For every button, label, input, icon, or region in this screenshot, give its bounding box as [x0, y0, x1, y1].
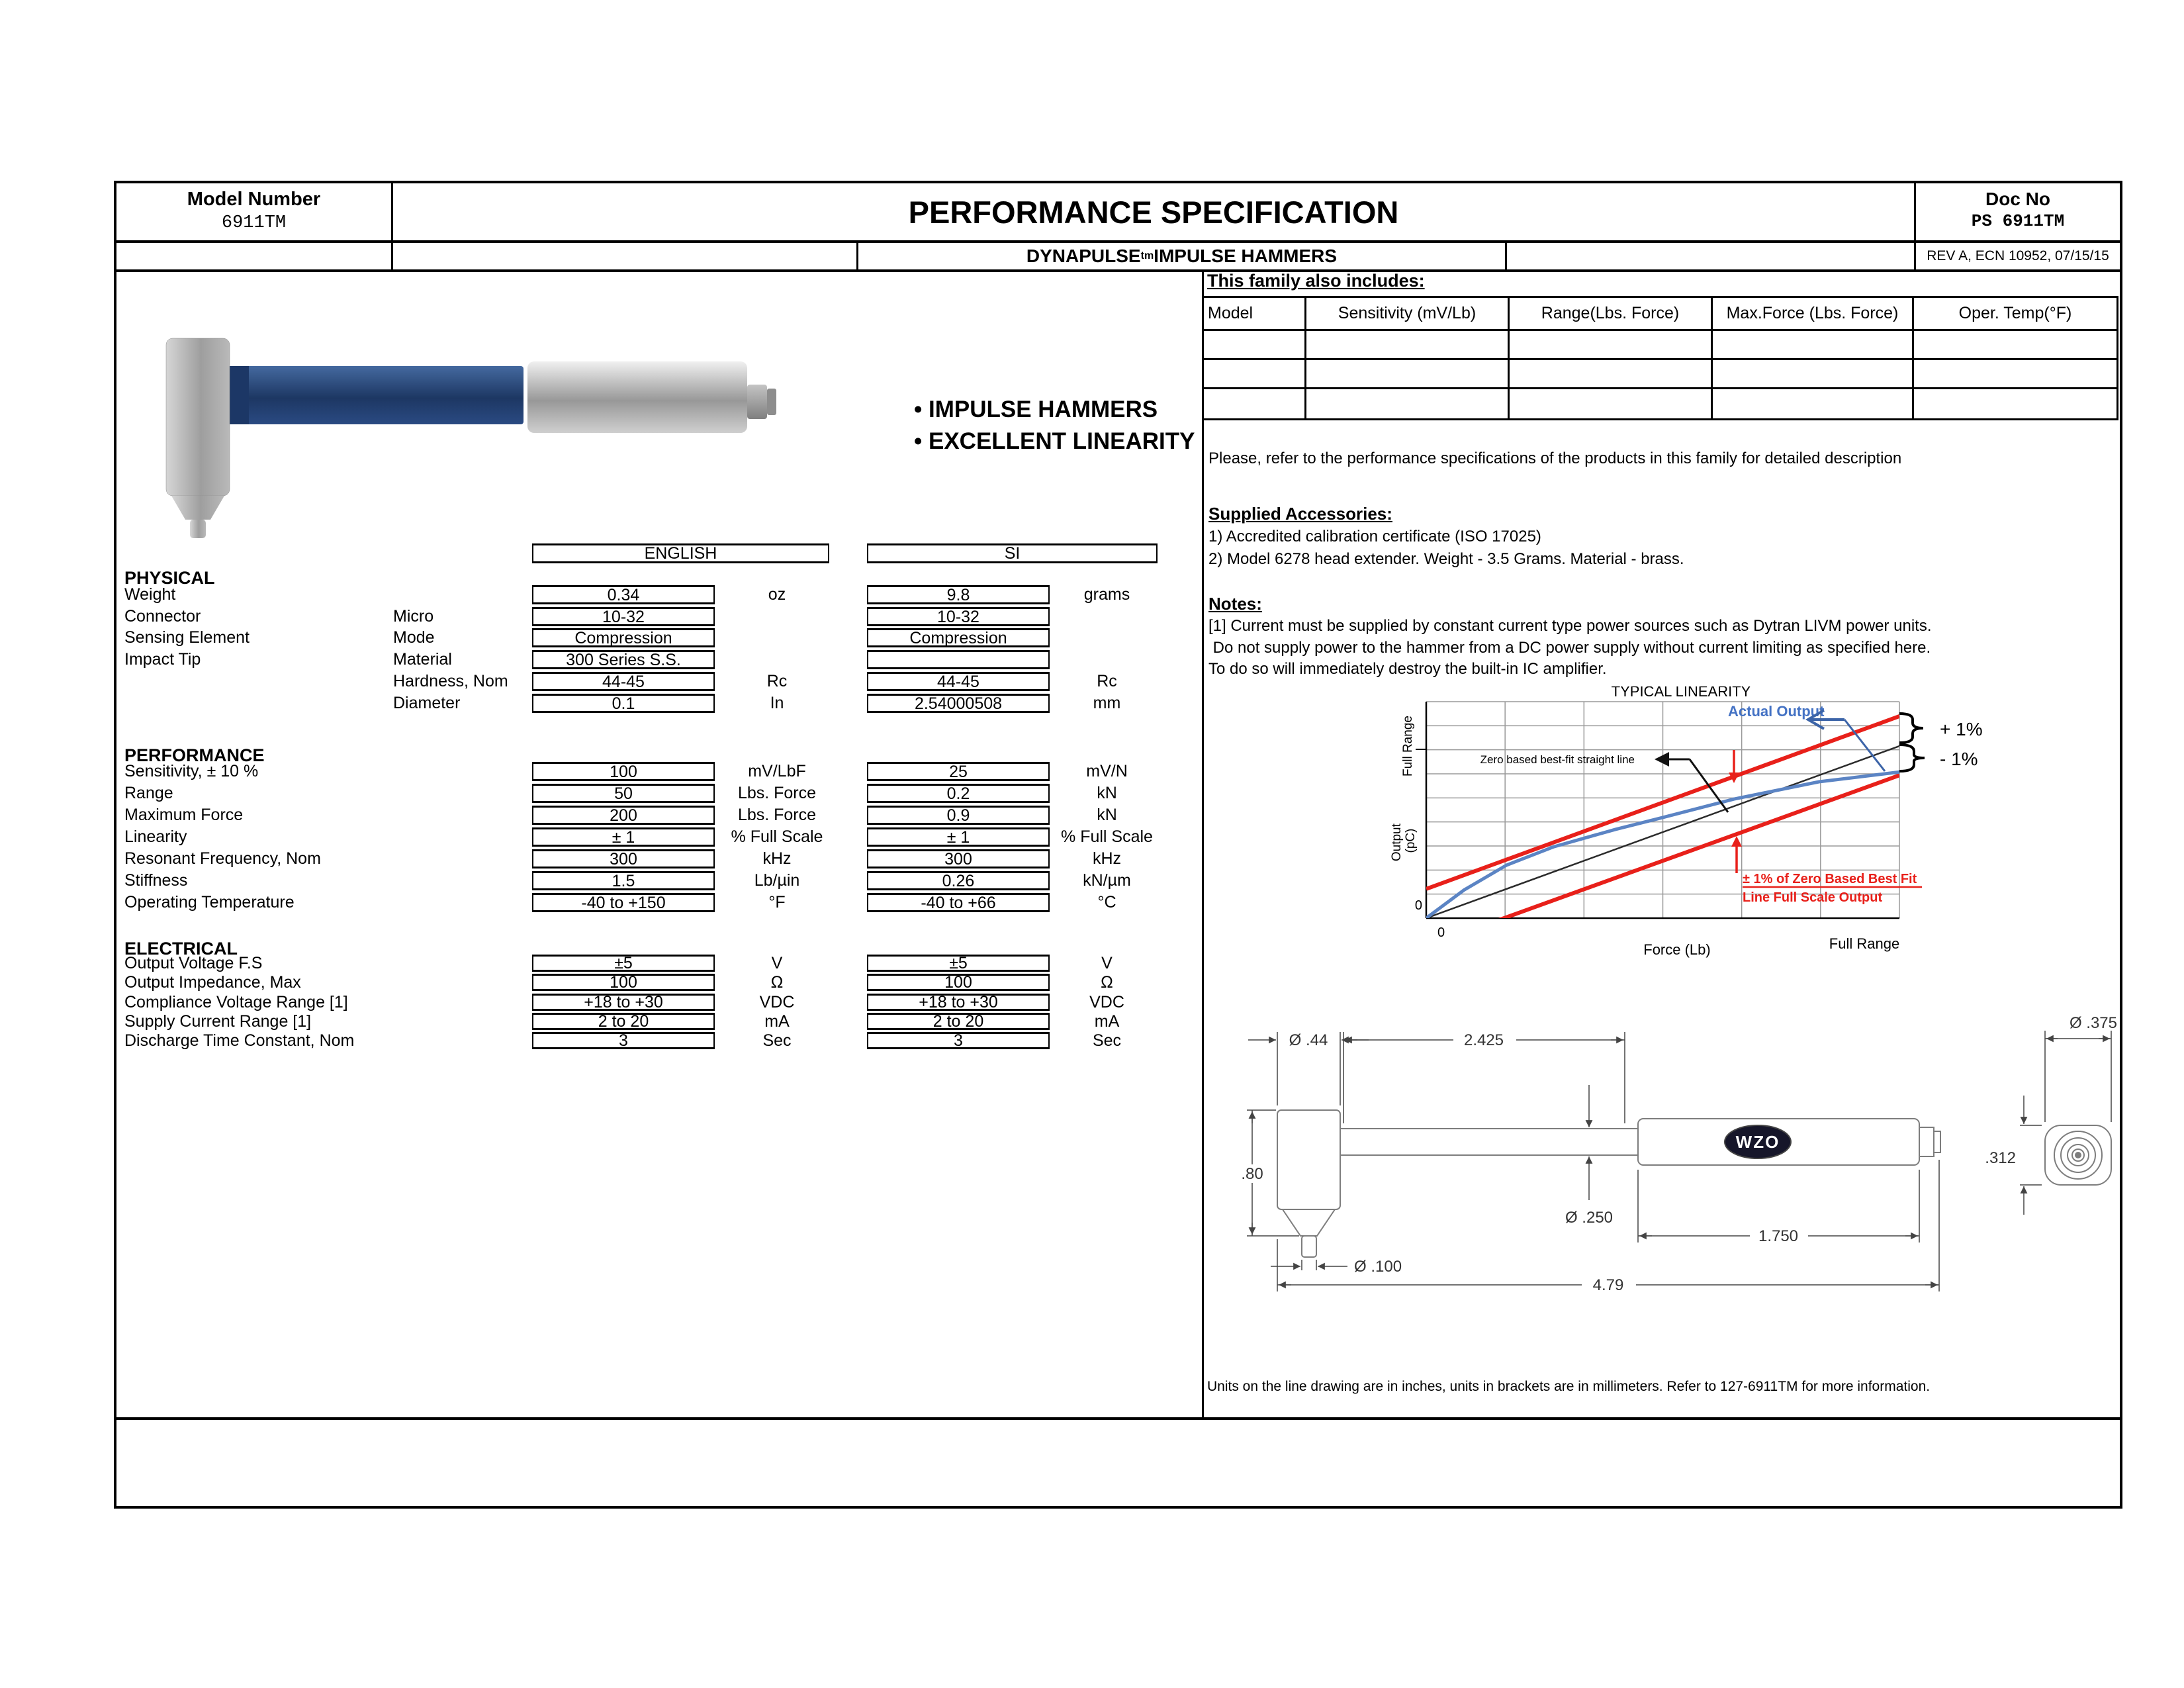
header-row2-spacer-1	[116, 243, 393, 269]
spec-unit-si: kHz	[1092, 849, 1122, 868]
spec-unit-si	[1052, 607, 1161, 626]
spec-value-english: +18 to +30	[532, 994, 715, 1011]
spec-sheet	[114, 181, 2122, 1509]
family-row-cell	[1914, 331, 2116, 360]
spec-unit-english: Lbs. Force	[737, 806, 817, 824]
chart-y-tick-fullrange: Full Range	[1401, 716, 1415, 776]
spec-unit-english: mA	[764, 1012, 790, 1031]
spec-unit-si: grams	[1083, 585, 1130, 604]
spec-row-sublabel: Material	[393, 650, 452, 669]
header-row-1	[116, 183, 2120, 243]
annotation-actual-output: Actual Output	[1728, 703, 1825, 720]
spec-unit-si: Ω	[1101, 973, 1113, 992]
dim-handle-length: 2.425	[1463, 1031, 1504, 1049]
hammer-shaft	[212, 366, 523, 424]
drawing-connector	[1919, 1127, 1934, 1156]
family-row-cell	[1713, 331, 1914, 360]
spec-unit-english: mV/LbF	[748, 762, 806, 780]
dim-head-height: .80	[1241, 1165, 1263, 1183]
spec-unit-si: mm	[1093, 694, 1121, 712]
accessory-item-2: 2) Model 6278 head extender. Weight - 3.5 Grams. Material - brass.	[1208, 550, 1684, 568]
spec-unit-english: % Full Scale	[731, 827, 823, 846]
spec-row-label: Supply Current Range [1]	[124, 1012, 312, 1031]
hammer-connector-tip	[767, 389, 776, 415]
footer-divider	[116, 1417, 2120, 1420]
annotation-plus-1pct: + 1%	[1940, 719, 1983, 739]
family-row-cell	[1306, 389, 1510, 418]
revision-text: REV A, ECN 10952, 07/15/15	[1927, 248, 2109, 263]
section-title-physical: PHYSICAL	[124, 568, 215, 588]
spec-unit-si: mV/N	[1086, 762, 1128, 780]
dim-connector-diameter: Ø .375	[2069, 1014, 2117, 1032]
spec-value-si: 0.26	[867, 871, 1050, 890]
spec-unit-english: kHz	[762, 849, 792, 868]
section-title-performance: PERFORMANCE	[124, 745, 265, 765]
spec-unit-english	[717, 607, 837, 626]
spec-unit-si: Sec	[1092, 1031, 1122, 1050]
family-row-cell	[1713, 389, 1914, 418]
band-up-arrow-icon	[1731, 836, 1742, 847]
spec-unit-si: kN	[1097, 784, 1117, 802]
hammer-head	[166, 338, 230, 496]
spec-value-si: ± 1	[867, 827, 1050, 847]
product-photo-impulse-hammer	[150, 324, 785, 542]
spec-row-sublabel	[393, 893, 529, 912]
column-header-si: SI	[867, 543, 1158, 563]
spec-row-label: Connector	[124, 607, 201, 626]
hammer-shaft-collar	[229, 366, 249, 424]
spec-row-label: Stiffness	[124, 871, 188, 890]
doc-no-cell	[1914, 183, 2120, 240]
spec-value-english: Compression	[532, 628, 715, 647]
spec-value-si: 3	[867, 1032, 1050, 1049]
spec-value-si: -40 to +66	[867, 893, 1050, 912]
feature-bullet-1: • IMPULSE HAMMERS	[914, 394, 1195, 426]
spec-value-english: -40 to +150	[532, 893, 715, 912]
typical-linearity-chart	[1295, 686, 2118, 971]
column-header-english: ENGLISH	[532, 543, 829, 563]
brand-logo-text: WZO	[1735, 1132, 1780, 1152]
spec-value-english: ± 1	[532, 827, 715, 847]
drawing-handle	[1340, 1129, 1638, 1155]
family-row-cell	[1306, 331, 1510, 360]
dim-body-length: 1.750	[1758, 1227, 1799, 1245]
spec-value-si: 10-32	[867, 607, 1050, 626]
spec-unit-english	[717, 650, 837, 669]
spec-value-si: 300	[867, 849, 1050, 868]
chart-y-label: Output (pC)	[1390, 823, 1418, 862]
annotation-best-fit: Zero based best-fit straight line	[1480, 753, 1635, 766]
spec-row-label: Output Impedance, Max	[124, 973, 301, 992]
spec-row-sublabel	[393, 871, 529, 890]
spec-value-english: 44-45	[532, 672, 715, 691]
family-row-cell	[1204, 389, 1306, 418]
chart-x-tick-fullrange: Full Range	[1829, 935, 1900, 952]
model-number-label: Model Number	[187, 189, 321, 210]
spec-unit-english	[717, 628, 837, 647]
note-line-2: Do not supply power to the hammer from a DC power supply without current limiting as specified here.	[1208, 639, 1931, 657]
spec-unit-english: VDC	[759, 993, 795, 1011]
spec-value-english: 0.1	[532, 694, 715, 713]
spec-row-sublabel	[393, 994, 529, 1011]
units-note: Units on the line drawing are in inches, units in brackets are in millimeters. Refer to 127-6911TM for more information.	[1207, 1379, 1931, 1394]
model-number-cell	[116, 183, 393, 240]
drawing-shapes	[1277, 1110, 2111, 1257]
annotation-band-line2: Line Full Scale Output	[1743, 890, 1883, 905]
spec-value-si: 9.8	[867, 585, 1050, 604]
dim-handle-diameter: Ø .250	[1565, 1209, 1614, 1227]
spec-row-label: Operating Temperature	[124, 893, 295, 912]
doc-no-value: PS 6911TM	[1971, 211, 2065, 231]
spec-value-si: 0.2	[867, 784, 1050, 803]
header-row2-spacer-3	[1507, 243, 1916, 269]
family-col-model: Model	[1204, 298, 1306, 331]
spec-unit-si: kN	[1097, 806, 1117, 824]
family-row-cell	[1204, 360, 1306, 389]
family-row-cell	[1510, 331, 1713, 360]
spec-value-si: +18 to +30	[867, 994, 1050, 1011]
spec-row-sublabel	[393, 762, 529, 781]
family-row-cell	[1914, 360, 2116, 389]
spec-row-label: Compliance Voltage Range [1]	[124, 993, 348, 1011]
accessories-heading: Supplied Accessories:	[1208, 504, 1392, 524]
chart-title: TYPICAL LINEARITY	[1611, 686, 1751, 700]
minus-brace-icon	[1899, 745, 1925, 771]
drawing-connector-tip	[1934, 1131, 1940, 1152]
spec-row-label: Sensing Element	[124, 628, 250, 647]
hammer-impact-tip	[190, 520, 206, 538]
spec-unit-english: Lb/µin	[754, 871, 800, 890]
spec-value-si: 2.54000508	[867, 694, 1050, 713]
spec-row-label: Impact Tip	[124, 650, 201, 669]
family-row-cell	[1510, 389, 1713, 418]
family-heading: This family also includes:	[1207, 271, 1425, 291]
spec-row-sublabel	[393, 585, 529, 604]
subtitle	[858, 243, 1507, 269]
spec-value-si: 0.9	[867, 806, 1050, 825]
spec-unit-si	[1052, 650, 1161, 669]
plus-brace-icon	[1899, 714, 1923, 743]
spec-value-si: Compression	[867, 628, 1050, 647]
spec-unit-si: VDC	[1089, 993, 1124, 1011]
feature-bullets	[914, 394, 1195, 457]
dim-overall-length: 4.79	[1592, 1276, 1624, 1294]
hammer-body	[527, 361, 747, 433]
dim-end-view-height: .312	[1985, 1149, 2016, 1167]
spec-row-sublabel	[393, 974, 529, 991]
spec-unit-si: kN/µm	[1083, 871, 1131, 890]
subtitle-rest: IMPULSE HAMMERS	[1154, 246, 1338, 266]
hammer-head-taper	[171, 496, 224, 520]
family-note: Please, refer to the performance specifications of the products in this family for detailed description	[1208, 449, 1902, 467]
family-col-maxforce: Max.Force (Lbs. Force)	[1713, 298, 1914, 331]
spec-row-sublabel	[393, 827, 529, 847]
spec-row-label: Linearity	[124, 827, 187, 846]
note-line-1: [1] Current must be supplied by constant current type power sources such as Dytran LIVM power units.	[1208, 617, 1932, 635]
family-row-cell	[1713, 360, 1914, 389]
spec-value-english: 2 to 20	[532, 1013, 715, 1030]
spec-value-english: 100	[532, 974, 715, 991]
family-row-cell	[1306, 360, 1510, 389]
spec-value-english: ±5	[532, 955, 715, 972]
spec-value-english: 50	[532, 784, 715, 803]
spec-row-label: Range	[124, 784, 173, 802]
spec-row-sublabel	[393, 784, 529, 803]
spec-row-sublabel: Micro	[393, 607, 434, 626]
spec-unit-si: Rc	[1097, 672, 1117, 690]
annotation-minus-1pct: - 1%	[1940, 749, 1978, 769]
spec-row-sublabel	[393, 1013, 529, 1030]
spec-unit-si: °C	[1097, 893, 1116, 912]
family-table	[1202, 296, 2118, 420]
spec-row-sublabel	[393, 849, 529, 868]
chart-x-tick-zero: 0	[1437, 925, 1445, 940]
spec-row-label	[124, 694, 389, 713]
hammer-connector	[747, 385, 767, 419]
spec-row-label: Maximum Force	[124, 806, 244, 824]
family-col-sensitivity: Sensitivity (mV/Lb)	[1306, 298, 1510, 331]
family-col-opertemp: Oper. Temp(°F)	[1914, 298, 2116, 331]
family-col-range: Range(Lbs. Force)	[1510, 298, 1713, 331]
subtitle-tm: tm	[1140, 250, 1154, 261]
spec-row-sublabel: Mode	[393, 628, 435, 647]
spec-value-si: 44-45	[867, 672, 1050, 691]
spec-value-english: 1.5	[532, 871, 715, 890]
spec-row-sublabel	[393, 1032, 529, 1049]
feature-bullet-2: • EXCELLENT LINEARITY	[914, 426, 1195, 457]
family-row-cell	[1204, 331, 1306, 360]
dim-tip-diameter: Ø .100	[1354, 1258, 1402, 1276]
spec-value-english: 200	[532, 806, 715, 825]
spec-value-english: 10-32	[532, 607, 715, 626]
spec-unit-english: Sec	[762, 1031, 792, 1050]
spec-unit-english: In	[770, 694, 784, 712]
spec-unit-si: % Full Scale	[1061, 827, 1153, 846]
vertical-divider	[1202, 269, 1204, 1417]
spec-value-si: 2 to 20	[867, 1013, 1050, 1030]
spec-unit-english: Rc	[766, 672, 788, 690]
spec-unit-english: Ω	[770, 973, 784, 992]
section-title-electrical: ELECTRICAL	[124, 939, 238, 959]
spec-row-label: Discharge Time Constant, Nom	[124, 1031, 355, 1050]
spec-value-si: 25	[867, 762, 1050, 781]
spec-unit-english: V	[771, 954, 783, 972]
doc-no-label: Doc No	[1985, 189, 2050, 209]
spec-row-label: Resonant Frequency, Nom	[124, 849, 321, 868]
chart-y-tick-zero: 0	[1414, 898, 1422, 913]
drawing-head-taper	[1283, 1209, 1335, 1236]
chart-x-label: Force (Lb)	[1643, 941, 1711, 958]
spec-unit-english: oz	[768, 585, 786, 604]
spec-value-si: ±5	[867, 955, 1050, 972]
spec-unit-english: °F	[768, 893, 786, 912]
spec-value-english: 3	[532, 1032, 715, 1049]
drawing-head	[1277, 1110, 1340, 1209]
spec-row-label: Output Voltage F.S	[124, 954, 263, 972]
spec-value-si	[867, 650, 1050, 669]
spec-value-english: 300	[532, 849, 715, 868]
spec-row-sublabel: Hardness, Nom	[393, 672, 508, 690]
spec-row-label: Sensitivity, ± 10 %	[124, 762, 259, 780]
drawing-end-view-center	[2075, 1152, 2081, 1158]
spec-value-english: 100	[532, 762, 715, 781]
drawing-tip	[1302, 1236, 1316, 1257]
spec-unit-si: mA	[1094, 1012, 1120, 1031]
header-row2-spacer-2	[393, 243, 858, 269]
spec-row-label: Weight	[124, 585, 176, 604]
dim-head-diameter: Ø .44	[1289, 1031, 1328, 1049]
subtitle-brand: DYNAPULSE	[1026, 246, 1141, 266]
spec-row-sublabel	[393, 806, 529, 825]
accessory-item-1: 1) Accredited calibration certificate (ISO 17025)	[1208, 528, 1541, 545]
family-row-cell	[1914, 389, 2116, 418]
spec-row-sublabel: Diameter	[393, 694, 461, 712]
spec-unit-english: Lbs. Force	[737, 784, 817, 802]
header-row-2	[116, 243, 2120, 272]
spec-value-english: 300 Series S.S.	[532, 650, 715, 669]
outline-drawing	[1228, 1011, 2118, 1315]
page-title: PERFORMANCE SPECIFICATION	[908, 194, 1399, 230]
notes-heading: Notes:	[1208, 594, 1262, 614]
annotation-band-line1: ± 1% of Zero Based Best Fit	[1743, 872, 1917, 886]
model-number-value: 6911TM	[221, 213, 287, 233]
spec-row-sublabel	[393, 955, 529, 972]
spec-unit-si: V	[1101, 954, 1113, 972]
note-line-3: To do so will immediately destroy the built-in IC amplifier.	[1208, 660, 1607, 678]
spec-value-si: 100	[867, 974, 1050, 991]
family-row-cell	[1510, 360, 1713, 389]
spec-value-english: 0.34	[532, 585, 715, 604]
spec-unit-si	[1052, 628, 1161, 647]
spec-row-label	[124, 672, 389, 691]
